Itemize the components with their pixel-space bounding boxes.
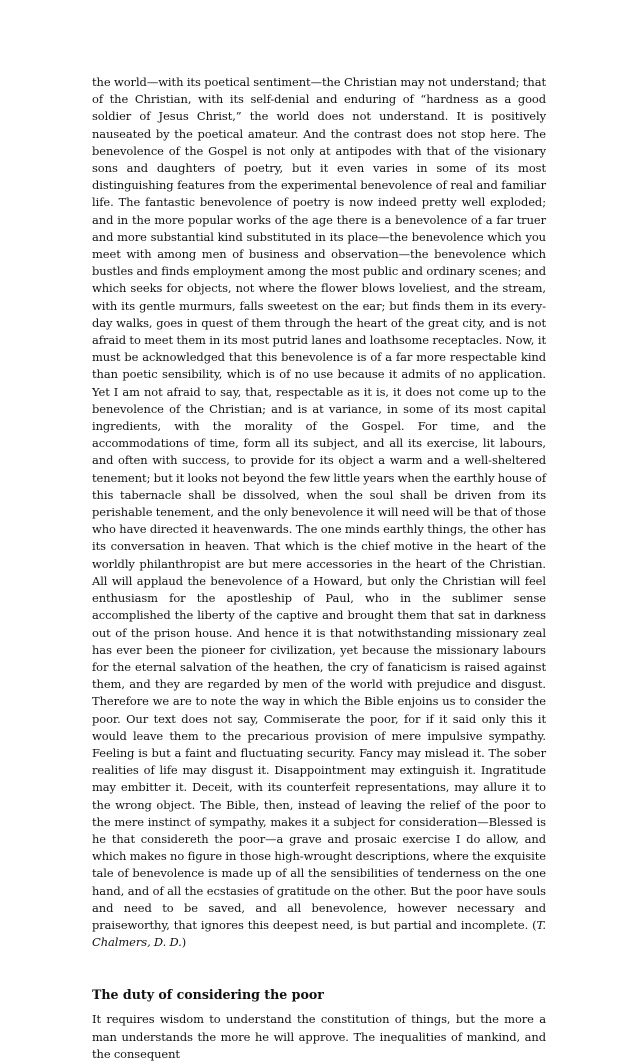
document-page bbox=[92, 74, 546, 1063]
body-paragraph-2: It requires wisdom to understand the constitution of things, but the more a man understands the more he will approve. The inequalities of mankind, and the consequent bbox=[92, 1012, 546, 1061]
paragraph-text: the world—with its poetical sentiment—the Christian may not understand; that of the Christian, with its self-denial and enduring of “hardness as a good soldier of Jesus Christ,” the world does not understand. It is positively nauseated by the poetical amateur. And the contrast does not stop here. The benevolence of the Gospel is not only at antipodes with that of the visionary sons and daughters of poetry, but it even varies in some of its most distinguishing features from the experimental benevolence of real and familiar life. The fantastic benevolence of poetry is now indeed pretty well exploded; and in the more popular works of the age there is a benevolence of a far truer and more substantial kind substituted in its place—the benevolence which you meet with among men of business and observation—the benevolence which bustles and finds employment among the most public and ordinary scenes; and which seeks for objects, not where the flower blows loveliest, and the stream, with its gentle murmurs, falls sweetest on the ear; but finds them in its every-day walks, goes in quest of them through the heart of the great city, and is not afraid to meet them in its most putrid lanes and loathsome receptacles. Now, it must be acknowledged that this benevolence is of a far more respectable kind than poetic sensibility, which is of no use because it admits of no application. Yet I am not afraid to say, that, respectable as it is, it does not come up to the benevolence of the Christian; and is at variance, in some of its most capital ingredients, with the morality of the Gospel. For time, and the accommodations of time, form all its subject, and all its exercise, lit labours, and often with success, to provide for its object a warm and a well-sheltered tenement; but it looks not beyond the few little years when the earthly house of this tabernacle shall be dissolved, when the soul shall be driven from its perishable tenement, and the only benevolence it will need will be that of those who have directed it heavenwards. The one minds earthly things, the other has its conversation in heaven. That which is the chief motive in the heart of the worldly philanthropist are but mere accessories in the heart of the Christian. All will applaud the benevolence of a Howard, but only the Christian will feel enthusiasm for the apostleship of Paul, who in the sublimer sense accomplished the liberty of the captive and brought them that sat in darkness out of the prison house. And hence it is that notwithstanding missionary zeal has ever been the pioneer for civilization, yet because the missionary labours for the eternal salvation of the heathen, the cry of fanaticism is raised against them, and they are regarded by men of the world with prejudice and disgust. Therefore we are to note the way in which the Bible enjoins us to consider the poor. Our text does not say, Commiserate the poor, for if it said only this it would leave them to the precarious provision of mere impulsive sympathy. Feeling is but a faint and fluctuating security. Fancy may mislead it. The sober realities of life may disgust it. Disappointment may extinguish it. Ingratitude may embitter it. Deceit, with its counterfeit representations, may allure it to the wrong object. The Bible, then, instead of leaving the relief of the poor to the mere instinct of sympathy, makes it a subject for consideration—Blessed is he that considereth the poor—a grave and prosaic exercise I do allow, and which makes no figure in those high-wrought descriptions, where the exquisite tale of benevolence is made up of all the sensibilities of tenderness on the one hand, and of all the ecstasies of gratitude on the other. But the poor have souls and need to be saved, and all benevolence, however necessary and praiseworthy, that ignores this deepest need, is but partial and incomplete. bbox=[92, 75, 546, 932]
citation-close: ) bbox=[181, 935, 187, 950]
citation-open: ( bbox=[528, 917, 537, 932]
citation-author: T. Chalmers, D. D. bbox=[92, 917, 546, 950]
section-heading: The duty of considering the poor bbox=[92, 987, 324, 1003]
body-paragraph bbox=[92, 74, 546, 951]
